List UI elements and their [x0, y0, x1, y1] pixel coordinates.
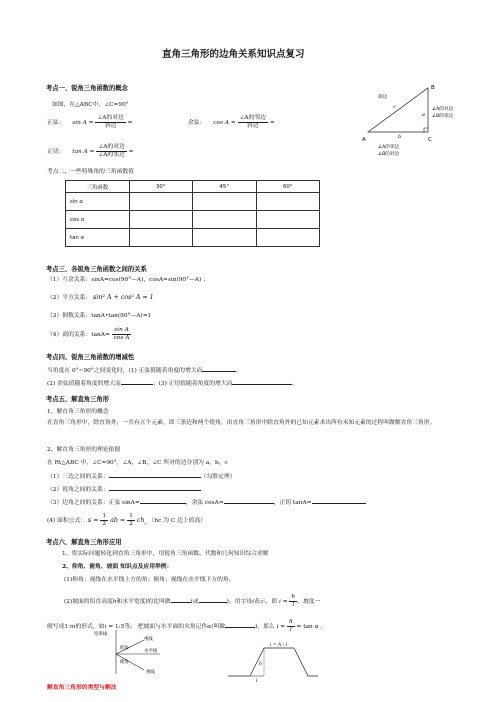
- table-cell: [193, 229, 257, 247]
- sine-fraction: [95, 115, 125, 130]
- table-header-30: 30°: [129, 181, 193, 193]
- period: 。: [236, 368, 243, 374]
- tangent-fraction: [96, 144, 126, 159]
- tangent-definition: [47, 144, 133, 159]
- tangent-numerator: ∠A的对边: [98, 144, 125, 150]
- label-opp-A: ∠A的对边: [432, 107, 454, 112]
- label-depression: 俯角: [120, 660, 129, 665]
- table-cell: [129, 211, 193, 229]
- section-1-intro: 如图，在△ABC中，∠C=90°: [52, 102, 129, 108]
- cosine-numerator: ∠A的邻边: [239, 115, 266, 121]
- label-elevation: 仰角: [120, 646, 129, 651]
- half-fraction: $\frac{1}{2}$: [102, 513, 107, 527]
- section-5-p3: 2、解直角三角形的理论依据: [47, 447, 121, 453]
- label-sight-up: 视线: [144, 637, 153, 642]
- slope-definition-line: (2)坡面的铅直高度h和水平宽度l的比叫做 (或 )。用字母i表示，即 i = $\frac{h}{l}$ 。坡度一: [64, 594, 321, 608]
- table-cell: [256, 193, 320, 211]
- side-a: a: [422, 112, 425, 118]
- side-b: b: [398, 134, 402, 140]
- blank-acute-angles: [109, 484, 201, 491]
- quotient-relation: [47, 327, 131, 342]
- square-relation: [47, 294, 154, 302]
- right-angle-mark: [424, 128, 428, 132]
- cosine-label: 余弦：: [188, 120, 206, 126]
- slope-form-c: 等。 把坡面与水平面的夹角记作: [124, 624, 208, 630]
- section-5-p5: [47, 471, 235, 481]
- special-angle-table: [65, 180, 320, 247]
- table-cell: [256, 229, 320, 247]
- tangent-denominator: ∠A的邻边: [98, 152, 125, 158]
- sine-label: 正弦：: [47, 120, 65, 126]
- cosine-ratio-label: ，余弦 cosA=: [185, 500, 224, 506]
- section-3-heading: 考点三、各锐角三角函数之间的关系: [46, 266, 147, 273]
- table-cell: [129, 193, 193, 211]
- label-adj-B: ∠B的邻边: [432, 114, 454, 119]
- slope-text-b: 和水平宽度: [116, 599, 146, 605]
- table-cell-sin: sin α: [66, 193, 130, 211]
- table-row-sin: [66, 193, 320, 211]
- label-adj-A: ∠A的邻边: [378, 145, 400, 150]
- section-5-heading: 考点五、解直角三角形: [46, 396, 109, 403]
- elevation-depression-figure: [94, 628, 174, 676]
- acute-angles-label: （2）锐角之间的关系：: [47, 487, 109, 493]
- slope-fraction: $\frac{h}{l}$: [291, 594, 296, 608]
- quotient-relation-label: （4）商的关系：tanA=: [47, 332, 110, 338]
- section-5-p2: 在直角三角形中，除直角外，一共有五个元素，即三条边和两个锐角，由直角三角形中除直角外的已知元素求出所有未知元素的过程叫做解直角三角形。: [47, 420, 436, 426]
- slope-h-label: h: [259, 662, 262, 667]
- blank-cosine: [121, 378, 153, 385]
- tangent-ratio-label: ，正切 tanA=: [273, 500, 312, 506]
- slope-form-b: 的形式，如: [75, 624, 105, 630]
- slope-text-e: )。用字母: [226, 599, 253, 605]
- slope-text-c: 的比叫做: [147, 599, 171, 605]
- label-plumb: 铅垂线: [94, 632, 108, 637]
- section-5-p4: 在 Rt△ABC 中，∠C=90°，∠A，∠B，∠C 所对的边分别为 a，b，c: [47, 460, 228, 466]
- blank-cosine-ratio: [224, 497, 274, 504]
- slope-text-f: 表示，即: [253, 599, 278, 605]
- area-formula: [47, 513, 206, 528]
- section-4-heading: 考点四、锐角三角函数的增减性: [46, 354, 135, 361]
- area-formula-note: （hc 为 C 边上的高）: [148, 518, 207, 524]
- table-cell-cos: cos α: [66, 211, 130, 229]
- section-1-heading: 考点一、锐角三角函数的概念: [46, 85, 128, 92]
- right-triangle-figure: [360, 80, 484, 162]
- area-formula-expression: s = $\frac{1}{2}$ ab = $\frac{1}{2}$ $ch_c$: [87, 513, 147, 527]
- sine-ratio-label: （3）边角之间的关系：正弦 sinA=: [47, 500, 140, 506]
- quotient-numerator: sin A: [112, 327, 132, 335]
- cosine-denominator: 斜边: [246, 123, 259, 129]
- slope-text-g: 。坡度一: [297, 599, 321, 605]
- label-horizontal: 水平线: [144, 649, 158, 654]
- blank-slope-angle: [225, 621, 255, 628]
- slope-fraction-2: $\frac{h}{l}$: [288, 619, 293, 633]
- section-6-heading: 考点六、解直角三角形应用: [46, 539, 122, 546]
- three-sides-label: （1）三边之间的关系：: [47, 474, 109, 480]
- sine-numerator: ∠A的对边: [97, 115, 124, 121]
- cosine-eq: =: [269, 120, 275, 126]
- blank-tangent-ratio: [312, 497, 366, 504]
- section-5-p6: [47, 484, 201, 494]
- page-title: 直角三角形的边角关系知识点复习: [162, 49, 305, 60]
- table-header-func: 三角函数: [66, 181, 130, 193]
- blank-tangent: [232, 378, 292, 385]
- monotonicity-sine: 当角度在 0°~90°之间变化时，(1) 正弦值随着角度的增大而: [47, 368, 203, 374]
- blank-sine-ratio: [140, 497, 186, 504]
- tangent-func: tan A =: [72, 149, 95, 155]
- monotonicity-line-1: [47, 365, 242, 375]
- area-formula-label: (4) 面积公式：: [47, 518, 87, 524]
- reciprocal-relation: （3）倒数关系：tanA•tan(90°—A)=1: [47, 313, 152, 319]
- table-row-tan: [66, 229, 320, 247]
- cosine-fraction: [238, 115, 268, 130]
- vertex-B: B: [431, 85, 435, 91]
- tangent-eq: =: [128, 149, 134, 155]
- section-6-p2: 2、仰角、俯角、坡面 知识点及应用举例：: [62, 564, 173, 570]
- section-6-p1: 1、将实际问题转化到直角三角形中，用锐角三角函数、代数和几何知识综合求解: [62, 551, 269, 557]
- section-2-heading: 考点二、一些特殊角的三角函数值: [47, 169, 134, 175]
- quotient-fraction: [112, 327, 132, 342]
- slope-text-a: (2)坡面的铅直高度: [64, 599, 113, 605]
- section-5-p1: 1、解直角三角形的概念: [47, 409, 109, 415]
- slope-form-line: 般写成1:m的形式，如i = 1:5等。 把坡面与水平面的夹角记作α(叫做 )，那么 i = $\frac{h}{l}$ = tan α 。: [47, 619, 327, 633]
- cosine-func: cos A =: [213, 120, 236, 126]
- blank-slope-alt: [199, 596, 227, 603]
- solution-types-heading: 解直角三角形的类型与解法: [47, 685, 117, 691]
- sine-eq: =: [127, 120, 133, 126]
- square-relation-label: （2）平方关系：: [47, 295, 92, 301]
- table-row-cos: [66, 211, 320, 229]
- slope-ratio-label: i = h : l: [270, 643, 288, 648]
- table-cell: [193, 193, 257, 211]
- monotonicity-tangent: ；(3) 正切值随着角度的增大而: [152, 381, 233, 387]
- label-sight-down: 视线: [146, 670, 155, 675]
- table-header-row: [66, 181, 320, 193]
- slope-profile: [228, 648, 318, 676]
- table-header-45: 45°: [193, 181, 257, 193]
- monotonicity-cosine: (2) 余弦值随着角度的增大而: [47, 381, 121, 387]
- section-5-p7: [47, 497, 366, 507]
- triangle-shape: [368, 88, 428, 132]
- slope-figure: [222, 640, 322, 684]
- cosine-definition: [188, 115, 275, 130]
- blank-pythagoras: [109, 471, 201, 478]
- blank-sine: [202, 365, 236, 372]
- monotonicity-line-2: [47, 378, 298, 388]
- vertex-C: C: [428, 137, 432, 143]
- sine-definition: [47, 115, 133, 130]
- complement-relation: （1）互余关系：sinA=cos(90°—A)，cosA=sin(90°—A) ；: [47, 277, 209, 283]
- blank-slope-name: [171, 596, 191, 603]
- sine-denominator: 斜边: [104, 123, 117, 129]
- square-relation-formula: sin² A + cos² A = 1: [93, 294, 154, 301]
- table-cell: [193, 211, 257, 229]
- slope-form-d: (叫做: [211, 624, 226, 630]
- slope-form-a: 般写成1:: [47, 624, 71, 630]
- slope-l-label: l: [256, 679, 258, 684]
- side-c: c: [393, 104, 396, 110]
- quotient-denominator: cos A: [113, 335, 130, 341]
- table-cell: [129, 229, 193, 247]
- label-opp-B: ∠B的对边: [378, 152, 400, 157]
- half-fraction: $\frac{1}{2}$: [129, 513, 133, 527]
- section-6-p3: (1)仰角：视线在水平线上方的角；俯角：视线在水平线下方的角。: [64, 577, 235, 583]
- table-cell-tan: tan α: [66, 229, 130, 247]
- tangent-label: 正切：: [47, 149, 65, 155]
- period: 。: [292, 381, 299, 387]
- pythagoras-note: （勾股定理）: [200, 474, 236, 480]
- table-header-60: 60°: [256, 181, 320, 193]
- label-hypotenuse: 斜边: [378, 95, 388, 100]
- vertex-A: A: [362, 137, 366, 143]
- slope-form-e: )，那么: [255, 624, 275, 630]
- sine-func: sin A =: [72, 120, 94, 126]
- slope-text-d: (或: [190, 599, 199, 605]
- table-cell: [256, 211, 320, 229]
